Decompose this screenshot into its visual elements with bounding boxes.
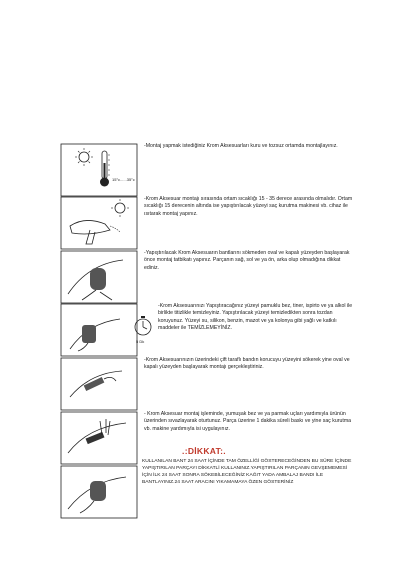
- tape-peel-icon: [60, 357, 138, 411]
- step-2-text: -Krom Aksesuar montajı sırasında ortam sıcaklığı 15 - 35 derece arasında olmalıdır. Ortam sıcaklığı 15 derecenin altında ise yapıştırılacak yüzeyi saç kurutma makinesi vb. cihaz ile ısıtarak montaj yapınız.: [144, 196, 353, 217]
- timer-label: 5 Dk: [136, 339, 145, 344]
- step-1-text: -Montaj yapmak istediğiniz Krom Aksesuarları kuru ve tozsuz ortamda montajlayınız.: [144, 143, 338, 149]
- warning-text: KULLANILAN BANT 24 SAAT İÇİNDE TAM ÖZELLİĞİ GÖSTERECEĞİNDEN BU SÜRE İÇİNDE YAPIŞTIRILAN PARÇAYI DİKKATLİ KULLANINIZ.YAPIŞTIRILAN PARÇANIN GEVŞEMEMESİ İÇİN İLK 24 SAAT SONRA SÖKEBİLECEĞİNİZ KAĞIT YADA AMBALAJ BANDI İLE BANTLAYINIZ.24 SAAT ARACINI YIKAMAMAYA ÖZEN GÖSTERİNİZ: [142, 459, 352, 485]
- hand-press-icon: [60, 411, 138, 465]
- sun-hairdryer-icon: [60, 196, 138, 250]
- thermometer-sun-icon: [60, 143, 138, 197]
- hand-clean-icon: [60, 303, 138, 357]
- temperature-range-label: 15°c......35°c: [112, 177, 135, 182]
- step-5-text: -Krom Aksesuarınızın üzerindeki çift taraflı bandın korucuyu yüzeyini sökerek yine oval ve kapalı yüzeyden başlayarak montajı gerçekleştiriniz.: [144, 357, 350, 371]
- timer-icon: [130, 303, 156, 357]
- step-3-text: -Yapıştırılacak Krom Aksesuarın bantlarını sökmeden oval ve kapalı yüzeyden başlayarak önce montaj tatbikatı yapınız. Parçanın sağ, sol ve ya ön, arka olup olmadığına dikkat ediniz.: [144, 250, 350, 271]
- step-4-text: -Krom Aksesuarınızı Yapıştıracağınız yüzeyi pamuklu bez, tiner, ispirto ve ya alkol ile birlikte titizlikle temizleyiniz. Yapıştırılacak yüzeyi temizledikten sonra tozdan koruyunuz. Yüzeyi su, silikon, benzin, mazot ve ya kolonya gibi yağlı ve katkılı maddeler ile TEMİZLEMEYİNİZ.: [158, 303, 353, 332]
- step-6-text: - Krom Aksesuar montaj işleminde, yumuşak bez ve ya parmak uçları yardımıyla ürünün üzerinden sıvazlayarak oturtunuz. Parça üzerine 1 dakika süreli baskı ve yine saç kurutma vb. makine yardımıyla isi uygulayınız.: [144, 411, 352, 432]
- warning-title: .:DİKKAT:.: [182, 446, 226, 456]
- hand-rub-icon: [60, 465, 138, 519]
- hand-peel-icon: [60, 250, 138, 304]
